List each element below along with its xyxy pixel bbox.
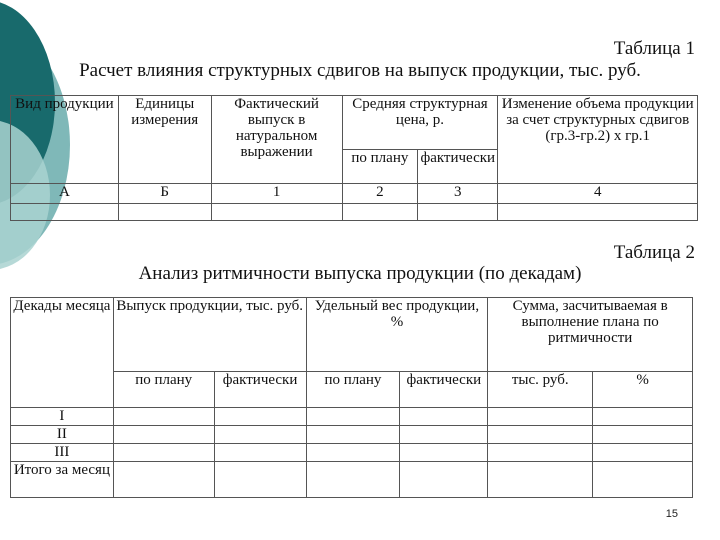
table-row-total bbox=[11, 462, 693, 498]
header-price-fact: фактически bbox=[418, 150, 498, 184]
header-share-fact: фактически bbox=[400, 372, 488, 408]
total-label: Итого за месяц bbox=[11, 462, 114, 498]
header-price-plan: по плану bbox=[342, 150, 418, 184]
table2-title: Анализ ритмичности выпуска продукции (по декадам) bbox=[138, 263, 582, 284]
header-decades: Декады месяца bbox=[11, 298, 114, 408]
code-cell: А bbox=[11, 184, 119, 204]
table-row bbox=[11, 204, 698, 221]
code-cell: Б bbox=[118, 184, 211, 204]
header-sum-pct: % bbox=[593, 372, 693, 408]
page-number: 15 bbox=[665, 508, 678, 520]
decade-label: II bbox=[11, 426, 114, 444]
table-row bbox=[11, 408, 693, 426]
table-row bbox=[11, 426, 693, 444]
header-output-fact: фактически bbox=[214, 372, 306, 408]
header-change: Изменение объема продукции за счет структурных сдвигов (гр.3-гр.2) х гр.1 bbox=[498, 96, 698, 184]
header-sum-rub: тыс. руб. bbox=[488, 372, 593, 408]
code-cell: 3 bbox=[418, 184, 498, 204]
header-share-plan: по плану bbox=[306, 372, 400, 408]
decade-label: I bbox=[11, 408, 114, 426]
header-unit: Единицы измерения bbox=[118, 96, 211, 184]
code-cell: 1 bbox=[211, 184, 342, 204]
header-output-plan: по плану bbox=[113, 372, 214, 408]
table1 bbox=[10, 95, 698, 221]
table1-title: Расчет влияния структурных сдвигов на выпуск продукции, тыс. руб. bbox=[79, 60, 641, 81]
code-cell: 4 bbox=[498, 184, 698, 204]
header-share: Удельный вес продукции, % bbox=[306, 298, 488, 372]
table2 bbox=[10, 297, 693, 498]
header-sum: Сумма, засчитываемая в выполнение плана по ритмичности bbox=[488, 298, 693, 372]
header-avg-price: Средняя структурная цена, р. bbox=[342, 96, 498, 150]
header-actual-output: Фактический выпуск в натуральном выражении bbox=[211, 96, 342, 184]
code-cell: 2 bbox=[342, 184, 418, 204]
table-row bbox=[11, 444, 693, 462]
table2-number: Таблица 2 bbox=[613, 242, 695, 263]
header-product-type: Вид продукции bbox=[11, 96, 119, 184]
header-output: Выпуск продукции, тыс. руб. bbox=[113, 298, 306, 372]
table1-number: Таблица 1 bbox=[613, 38, 695, 59]
decade-label: III bbox=[11, 444, 114, 462]
